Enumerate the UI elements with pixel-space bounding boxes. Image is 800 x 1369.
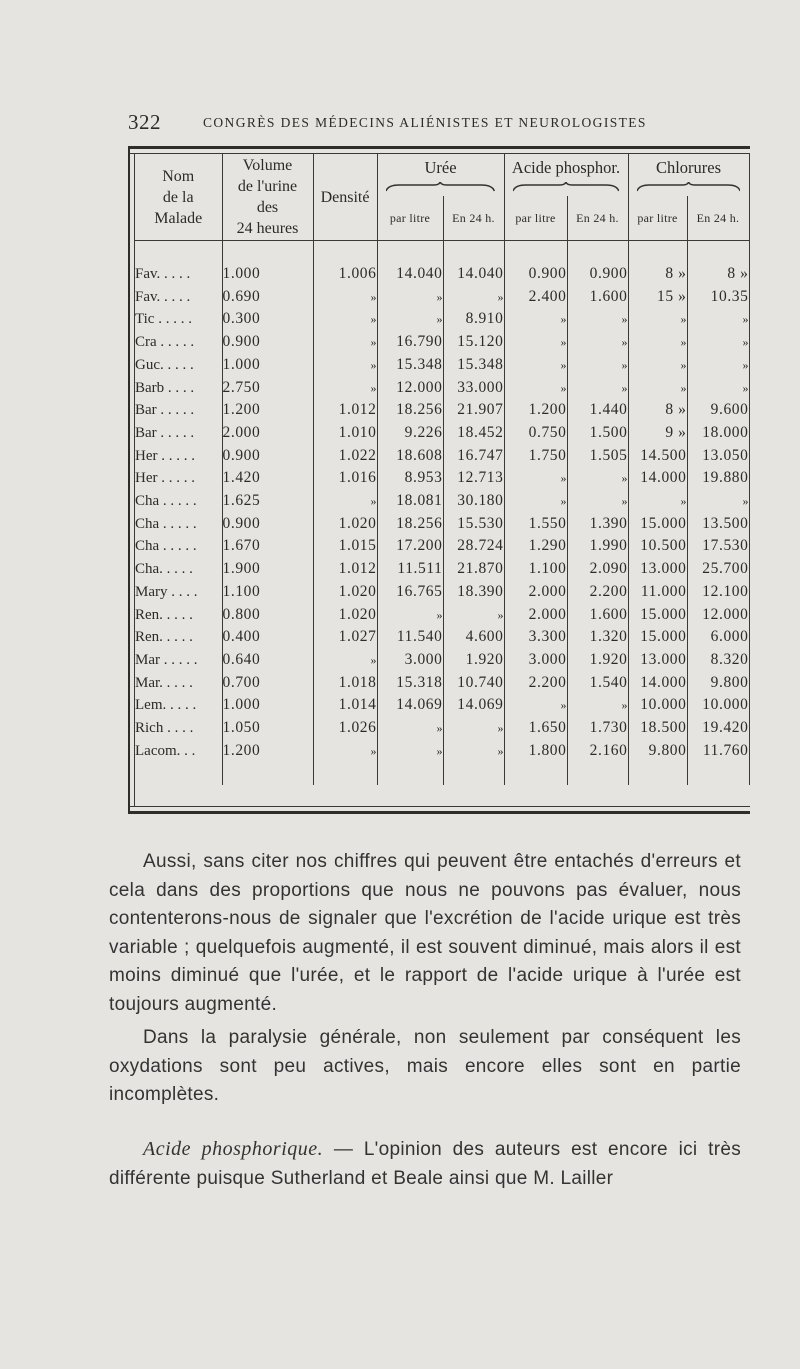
table-cell: 1.625 <box>222 490 313 513</box>
table-cell: » <box>567 354 628 377</box>
brace-uree <box>386 182 494 192</box>
group-chlorures-label: Chlorures <box>655 158 722 177</box>
table-cell: 8.953 <box>377 467 443 490</box>
table-cell: 2.090 <box>567 558 628 581</box>
table-cell: Mar . . . . . <box>135 649 222 672</box>
table-cell: » <box>313 490 377 513</box>
table-cell: 1.010 <box>313 422 377 445</box>
table-cell: 1.100 <box>504 558 567 581</box>
table-cell: 13.050 <box>687 445 749 468</box>
table-cell: 0.900 <box>567 263 628 286</box>
table-cell: » <box>377 717 443 740</box>
table-cell: » <box>504 377 567 400</box>
table-cell: 1.020 <box>313 581 377 604</box>
table-cell: » <box>567 467 628 490</box>
header-volume-line-2: de l'urine <box>237 178 298 195</box>
table-cell: Ren. . . . . <box>135 604 222 627</box>
table-cell: 0.700 <box>222 672 313 695</box>
paragraph-2 <box>109 1024 741 1110</box>
table-cell: » <box>377 740 443 763</box>
table-cell: 3.300 <box>504 626 567 649</box>
table-cell: » <box>377 286 443 309</box>
page-number: 322 <box>128 110 161 134</box>
table-cell: 1.600 <box>567 604 628 627</box>
table-cell: 8 » <box>628 263 687 286</box>
paragraph-1 <box>109 848 741 1020</box>
table-cell: » <box>628 308 687 331</box>
table-cell: 1.670 <box>222 535 313 558</box>
table-cell: 1.200 <box>222 740 313 763</box>
table-cell: 11.511 <box>377 558 443 581</box>
table-cell: » <box>687 354 749 377</box>
table-cell: » <box>313 740 377 763</box>
table-cell: Cra . . . . . <box>135 331 222 354</box>
table-cell: 18.608 <box>377 445 443 468</box>
table-row <box>135 490 749 513</box>
table-cell: 8 » <box>687 263 749 286</box>
table-row <box>135 558 749 581</box>
table-cell: » <box>504 354 567 377</box>
table-cell: 14.000 <box>628 467 687 490</box>
table-cell: 18.081 <box>377 490 443 513</box>
table-row <box>135 672 749 695</box>
table-cell: 18.500 <box>628 717 687 740</box>
brace-chlorures <box>637 182 740 192</box>
table-cell: 0.900 <box>504 263 567 286</box>
table-cell: 1.290 <box>504 535 567 558</box>
table-cell: 15.000 <box>628 604 687 627</box>
table-cell: 0.400 <box>222 626 313 649</box>
table-cell: 1.012 <box>313 558 377 581</box>
table-cell: » <box>443 740 504 763</box>
table-row <box>135 445 749 468</box>
table-row <box>135 331 749 354</box>
table-row <box>135 513 749 536</box>
table-cell: 1.020 <box>313 604 377 627</box>
header-name-line-3: Malade <box>154 209 203 227</box>
table-cell: 1.320 <box>567 626 628 649</box>
brace-acide <box>513 182 619 192</box>
table-cell: 21.870 <box>443 558 504 581</box>
header-name-line-1: Nom <box>162 167 195 185</box>
table-cell: 18.452 <box>443 422 504 445</box>
table-cell: 9.800 <box>687 672 749 695</box>
table-cell: 1.990 <box>567 535 628 558</box>
table-row <box>135 422 749 445</box>
table-cell: 9 » <box>628 422 687 445</box>
table-cell: 1.020 <box>313 513 377 536</box>
table-cell: 1.550 <box>504 513 567 536</box>
table-cell: 1.920 <box>443 649 504 672</box>
paragraph-3 <box>109 1135 741 1193</box>
table-cell: 18.256 <box>377 513 443 536</box>
table-cell: » <box>504 467 567 490</box>
table-cell: 11.540 <box>377 626 443 649</box>
table-cell: 1.022 <box>313 445 377 468</box>
table-cell: 1.012 <box>313 399 377 422</box>
table-cell: Bar . . . . . <box>135 422 222 445</box>
table-row <box>135 717 749 740</box>
table-cell: 1.000 <box>222 694 313 717</box>
table-cell: 28.724 <box>443 535 504 558</box>
table-cell: 1.390 <box>567 513 628 536</box>
table-cell: 3.000 <box>504 649 567 672</box>
table-cell: 15.318 <box>377 672 443 695</box>
table-cell: 15.000 <box>628 513 687 536</box>
table-cell: Fav. . . . . <box>135 263 222 286</box>
table-cell: 9.226 <box>377 422 443 445</box>
table-body <box>135 263 749 785</box>
table-row <box>135 467 749 490</box>
table-cell: 0.900 <box>222 445 313 468</box>
table-cell: 6.000 <box>687 626 749 649</box>
sub-chlorures-en-24h: En 24 h. <box>687 196 749 241</box>
table-cell: 14.040 <box>377 263 443 286</box>
table-cell: 10.35 <box>687 286 749 309</box>
table-row <box>135 581 749 604</box>
table-cell: » <box>443 604 504 627</box>
table-cell: » <box>313 354 377 377</box>
table-cell: Bar . . . . . <box>135 399 222 422</box>
table-row <box>135 535 749 558</box>
table-cell: » <box>567 308 628 331</box>
table-cell: 1.014 <box>313 694 377 717</box>
table-cell: Cha . . . . . <box>135 490 222 513</box>
table-cell: 30.180 <box>443 490 504 513</box>
table-cell: 10.740 <box>443 672 504 695</box>
table-cell: 2.000 <box>504 604 567 627</box>
table-cell: 1.100 <box>222 581 313 604</box>
table-cell: 12.000 <box>377 377 443 400</box>
table-cell: » <box>628 331 687 354</box>
table-cell: Lacom. . . <box>135 740 222 763</box>
table-cell: » <box>313 331 377 354</box>
table-cell: Ren. . . . . <box>135 626 222 649</box>
table-cell: 11.000 <box>628 581 687 604</box>
table-cell: 3.000 <box>377 649 443 672</box>
table-cell: 14.069 <box>377 694 443 717</box>
table-row <box>135 694 749 717</box>
table-cell: 14.069 <box>443 694 504 717</box>
table-row <box>135 286 749 309</box>
table-cell: Mary . . . . <box>135 581 222 604</box>
table-cell: 33.000 <box>443 377 504 400</box>
table-cell: 1.050 <box>222 717 313 740</box>
paragraph-1-text: Aussi, sans citer nos chiffres qui peuvent être entachés d'erreurs et cela dans des proportions que nous ne pouvons pas évaluer, nous contenterons-nous de signaler que l'excrétion de l'acide urique est très variable ; quelquefois augmenté, il est souvent diminué, mais alors il est moins diminué que l'urée, et le rapport de l'acide urique à l'urée est toujours augmenté. <box>109 851 741 1015</box>
table-cell: 0.900 <box>222 331 313 354</box>
table-cell: Guc. . . . . <box>135 354 222 377</box>
running-head <box>128 110 758 134</box>
table-cell: 12.000 <box>687 604 749 627</box>
table-cell: » <box>628 490 687 513</box>
table-cell: 15.348 <box>377 354 443 377</box>
table-cell: 11.760 <box>687 740 749 763</box>
table-cell: Barb . . . . <box>135 377 222 400</box>
table-cell: 15 » <box>628 286 687 309</box>
table-cell: 12.713 <box>443 467 504 490</box>
paragraph-3-text <box>109 1135 741 1193</box>
table-cell: 15.000 <box>628 626 687 649</box>
table-cell: » <box>687 377 749 400</box>
table-cell: 16.790 <box>377 331 443 354</box>
table-cell: Her . . . . . <box>135 467 222 490</box>
table-cell: 1.800 <box>504 740 567 763</box>
header-volume-line-1: Volume <box>242 157 293 174</box>
table-cell: 19.880 <box>687 467 749 490</box>
table-cell: 8.910 <box>443 308 504 331</box>
table-cell: 1.016 <box>313 467 377 490</box>
table-cell: 1.200 <box>504 399 567 422</box>
table-cell: 0.900 <box>222 513 313 536</box>
table-cell: 2.200 <box>567 581 628 604</box>
table-cell: 1.006 <box>313 263 377 286</box>
table-cell: Her . . . . . <box>135 445 222 468</box>
table-cell: 1.000 <box>222 263 313 286</box>
section-heading-acide-phosphorique: Acide phosphorique. <box>143 1138 324 1160</box>
table-cell: 13.000 <box>628 558 687 581</box>
table-cell: 1.650 <box>504 717 567 740</box>
header-group-uree <box>377 154 504 196</box>
table-cell: Cha . . . . . <box>135 535 222 558</box>
table-cell: 16.747 <box>443 445 504 468</box>
table-cell: 1.600 <box>567 286 628 309</box>
paragraph-3-body: — L'opinion des auteurs est encore ici très différente puisque Sutherland et Beale ainsi que M. Lailler <box>109 1139 741 1189</box>
group-uree-label: Urée <box>424 158 457 177</box>
table-cell: 25.700 <box>687 558 749 581</box>
header-volume-line-3: des <box>256 199 279 216</box>
table-row <box>135 308 749 331</box>
table-cell: » <box>628 377 687 400</box>
table-cell: 21.907 <box>443 399 504 422</box>
table-cell: 2.000 <box>504 581 567 604</box>
table-cell: 13.500 <box>687 513 749 536</box>
header-group-chlorures <box>628 154 749 196</box>
table-row <box>135 604 749 627</box>
table-cell: » <box>443 286 504 309</box>
table-cell: Cha. . . . . <box>135 558 222 581</box>
header-group-acide <box>504 154 628 196</box>
table-cell: » <box>504 490 567 513</box>
table-rule-bottom <box>130 806 750 807</box>
table-cell: 2.400 <box>504 286 567 309</box>
table-cell: 1.018 <box>313 672 377 695</box>
table-cell: 10.500 <box>628 535 687 558</box>
table-cell: » <box>504 331 567 354</box>
table-cell: 15.348 <box>443 354 504 377</box>
header-name-line-2: de la <box>162 188 194 206</box>
sub-acide-en-24h: En 24 h. <box>567 196 628 241</box>
table-cell: 18.390 <box>443 581 504 604</box>
table-cell: 0.750 <box>504 422 567 445</box>
table-cell: 8.320 <box>687 649 749 672</box>
table-cell: » <box>504 308 567 331</box>
header-densite: Densité <box>313 154 377 241</box>
table-cell: » <box>377 604 443 627</box>
group-acide-label: Acide phosphor. <box>511 158 621 177</box>
table-row <box>135 399 749 422</box>
table-cell: 1.750 <box>504 445 567 468</box>
paragraph-2-text: Dans la paralysie générale, non seulement par conséquent les oxydations sont peu actives, mais encore elles sont en partie incomplètes. <box>109 1027 741 1106</box>
table-cell: 8 » <box>628 399 687 422</box>
table-cell: » <box>567 331 628 354</box>
table-cell: » <box>313 308 377 331</box>
table-cell: » <box>687 490 749 513</box>
table-cell: 2.000 <box>222 422 313 445</box>
table-cell: 0.800 <box>222 604 313 627</box>
table-cell: 17.200 <box>377 535 443 558</box>
table-cell: 19.420 <box>687 717 749 740</box>
header-volume-line-4: 24 heures <box>236 220 299 237</box>
table-cell: 2.200 <box>504 672 567 695</box>
header-name <box>135 154 222 241</box>
table-cell: 1.440 <box>567 399 628 422</box>
table-cell: 2.160 <box>567 740 628 763</box>
table-cell: 14.000 <box>628 672 687 695</box>
table-cell: 15.530 <box>443 513 504 536</box>
table-cell: Lem. . . . . <box>135 694 222 717</box>
table-cell: 9.600 <box>687 399 749 422</box>
table-cell: 12.100 <box>687 581 749 604</box>
table-cell: 9.800 <box>628 740 687 763</box>
table-cell: 1.730 <box>567 717 628 740</box>
table-cell: 1.027 <box>313 626 377 649</box>
table-cell: 1.000 <box>222 354 313 377</box>
table-row <box>135 263 749 286</box>
table-cell: » <box>567 377 628 400</box>
table-cell: Tic . . . . . <box>135 308 222 331</box>
table-cell: » <box>504 694 567 717</box>
table-cell: Cha . . . . . <box>135 513 222 536</box>
table-cell: » <box>443 717 504 740</box>
sub-chlorures-par-litre: par litre <box>628 196 687 241</box>
table-cell: 1.420 <box>222 467 313 490</box>
table-row <box>135 354 749 377</box>
table-cell: 17.530 <box>687 535 749 558</box>
table-cell: 4.600 <box>443 626 504 649</box>
table-row <box>135 377 749 400</box>
table-cell: 0.690 <box>222 286 313 309</box>
running-title: CONGRÈS DES MÉDECINS ALIÉNISTES ET NEUROLOGISTES <box>203 115 647 130</box>
table-cell: Rich . . . . <box>135 717 222 740</box>
table-row <box>135 626 749 649</box>
table-cell: 16.765 <box>377 581 443 604</box>
table-cell: 18.256 <box>377 399 443 422</box>
table-cell: » <box>628 354 687 377</box>
table-cell: 1.200 <box>222 399 313 422</box>
table-cell: 1.540 <box>567 672 628 695</box>
table-cell: » <box>377 308 443 331</box>
table-cell: 0.640 <box>222 649 313 672</box>
table-cell: 1.900 <box>222 558 313 581</box>
table-cell: Fav. . . . . <box>135 286 222 309</box>
table-cell: 1.505 <box>567 445 628 468</box>
table-cell: » <box>687 308 749 331</box>
table-cell: » <box>313 377 377 400</box>
table-cell: 15.120 <box>443 331 504 354</box>
table-cell: » <box>567 490 628 513</box>
table-cell: Mar. . . . . <box>135 672 222 695</box>
table-cell: 14.500 <box>628 445 687 468</box>
table-cell: 1.015 <box>313 535 377 558</box>
table-filler-row <box>135 762 749 785</box>
table-cell: 1.920 <box>567 649 628 672</box>
header-volume <box>222 154 313 241</box>
table-row <box>135 649 749 672</box>
table-row <box>135 740 749 763</box>
table-cell: 10.000 <box>628 694 687 717</box>
table-cell: 0.300 <box>222 308 313 331</box>
table-cell: 10.000 <box>687 694 749 717</box>
urine-analysis-table <box>128 146 750 814</box>
table-cell: 1.500 <box>567 422 628 445</box>
table-cell: 18.000 <box>687 422 749 445</box>
table-cell: » <box>687 331 749 354</box>
table-cell: 13.000 <box>628 649 687 672</box>
table-cell: 1.026 <box>313 717 377 740</box>
table-cell: 2.750 <box>222 377 313 400</box>
sub-uree-par-litre: par litre <box>377 196 443 241</box>
data-table <box>135 154 750 785</box>
table-cell: » <box>567 694 628 717</box>
table-cell: 14.040 <box>443 263 504 286</box>
sub-uree-en-24h: En 24 h. <box>443 196 504 241</box>
table-cell: » <box>313 649 377 672</box>
sub-acide-par-litre: par litre <box>504 196 567 241</box>
table-cell: » <box>313 286 377 309</box>
